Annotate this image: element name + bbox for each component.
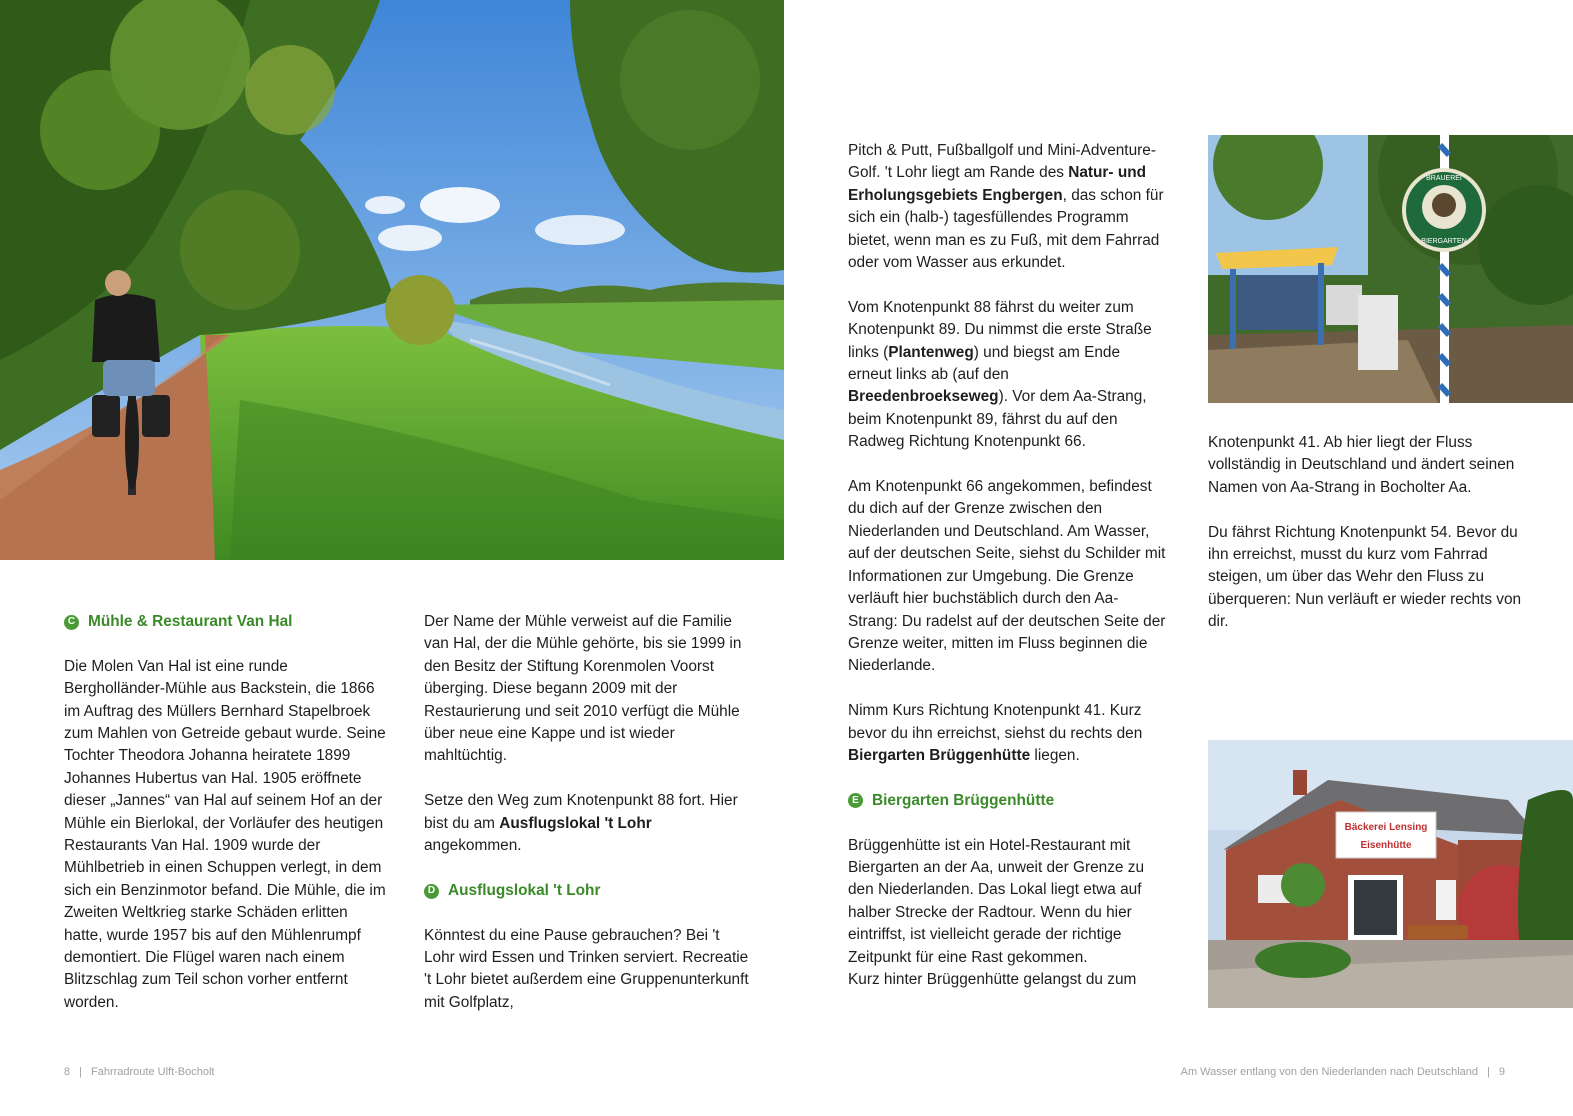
section-d-title: Ausflugslokal 't Lohr [448, 881, 601, 899]
bakery-photo [1208, 740, 1573, 1008]
right-page-number: 9 [1498, 1066, 1505, 1078]
section-d-heading [424, 880, 749, 902]
bakery-sign-line2: Eisenhütte [1360, 840, 1412, 851]
left-column-1 [64, 611, 389, 1014]
section-e-continuation: Kurz hinter Brüggenhütte gelangst du zum [848, 970, 1137, 988]
left-footer [64, 1065, 214, 1079]
bakery-sign-line1: Bäckerei Lensing [1344, 822, 1428, 833]
section-d-paragraph: Könntest du eine Pause gebrauchen? Bei 't Lohr wird Essen und Trinken serviert. Recreatie 't Lohr bietet außerdem eine Gruppenunterkunft mit Golfplatz, [424, 926, 749, 1011]
cycling-path-photo [0, 0, 784, 560]
section-e-paragraph: Brüggenhütte ist ein Hotel-Restaurant mit Biergarten an der Aa, unweit der Grenze zu den Niederlanden. Das Lokal liegt etwa auf halber Strecke der Radtour. Wenn du hier eintriffst, ist vielleicht gerade der richtige Zeitpunkt für eine Rast gekommen. [848, 836, 1145, 966]
section-d-marker: D [424, 884, 439, 899]
route-89-paragraph [848, 297, 1166, 454]
bold-place-name: Biergarten Brüggenhütte [848, 746, 1031, 764]
text-span: liegen. [1030, 746, 1080, 764]
bold-street-name: Breedenbroekseweg [848, 388, 999, 406]
left-footer-title: Fahrradroute Ulft-Bocholt [90, 1066, 215, 1078]
route-88-paragraph [424, 790, 749, 857]
knotenpunkt-41-paragraph: Knotenpunkt 41. Ab hier liegt der Fluss vollständig in Deutschland und ändert seinen Namen von Aa-Strang in Bocholter Aa. [1208, 434, 1515, 496]
right-column-2 [1208, 432, 1526, 634]
section-e-heading [848, 790, 1166, 812]
section-c-paragraph: Die Molen Van Hal ist eine runde Bergholländer-Mühle aus Backstein, die 1866 im Auftrag des Müllers Bernhard Stapelbroek zum Mahlen von Getreide gebaut wurde. Seine Tochter Theodora Johanna heiratete 1899 Johannes Hubertus van Hal. 1905 eröffnete dieser „Jannes“ van Hal auf seinem Hof an der Mühle ein Bierlokal, der Vorläufer des heutigen Restaurants Van Hal. 1909 wurde der Mühlbetrieb in einen Schuppen verlegt, in dem sich ein Benzinmotor befand. Die Mühle, die im Zweiten Weltkrieg starke Schäden erlitten hatte, wurde 1957 bis auf den Mühlenrumpf demontiert. Die Flügel waren nach einem Blitzschlag zum Teil schon vorher entfernt worden. [64, 657, 386, 1011]
right-column-1 [848, 140, 1166, 991]
section-c-title: Mühle & Restaurant Van Hal [88, 613, 293, 630]
section-e-marker: E [848, 793, 863, 808]
bold-place-name: Natur- und Erholungsgebiets Engbergen [848, 164, 1147, 204]
text-span: ). Vor dem Aa-Strang, beim Knotenpunkt 89, fährst du auf den Radweg Richtung Knotenpunkt 66. [848, 388, 1147, 451]
left-column-2 [424, 611, 749, 1014]
text-span: Vom Knotenpunkt 88 fährst du weiter zum Knotenpunkt 89. Du nimmst die erste Straße links ( [848, 298, 1152, 361]
text-span: Setze den Weg zum Knotenpunkt 88 fort. Hier bist du am [424, 792, 738, 832]
left-page-number: 8 [64, 1066, 71, 1078]
bold-place-name: Ausflugslokal 't Lohr [499, 814, 652, 832]
bold-street-name: Plantenweg [888, 343, 974, 361]
biergarten-photo [1208, 135, 1573, 403]
border-paragraph: Am Knotenpunkt 66 angekommen, befindest du dich auf der Grenze zwischen den Niederlanden und Deutschland. Am Wasser, auf der deutschen Seite, siehst du Schilder mit Informationen zur Umgebung. Die Grenze verläuft hier buchstäblich durch den Aa-Strang: Du radelst auf der deutschen Seite der Grenze weiter, mitten im Fluss beginnen die Niederlande. [848, 478, 1166, 675]
text-span: Pitch & Putt, Fußballgolf und Mini-Adventure-Golf. 't Lohr liegt am Rande des [848, 142, 1156, 182]
engbergen-paragraph [848, 140, 1166, 274]
right-footer [1181, 1065, 1505, 1079]
biergarten-sign-top: BRAUEREI [1426, 175, 1462, 182]
section-e-title: Biergarten Brüggenhütte [872, 791, 1055, 809]
mill-name-paragraph: Der Name der Mühle verweist auf die Familie van Hal, der die Mühle gehörte, bis sie 1999 in den Besitz der Stiftung Korenmolen Voorst überging. Diese begann 2009 mit der Restaurierung und seit 2010 verfügt die Mühle über neue eine Kappe und ist wieder mahltüchtig. [424, 613, 742, 765]
right-footer-title: Am Wasser entlang von den Niederlanden nach Deutschland [1180, 1066, 1479, 1078]
biergarten-sign-bottom: BIERGARTEN [1421, 238, 1467, 245]
section-c-heading [64, 611, 389, 633]
route-41-paragraph [848, 700, 1166, 767]
text-span: angekommen. [424, 837, 522, 855]
footer-separator: | [1487, 1066, 1490, 1078]
text-span: ) und biegst am Ende erneut links ab (auf den [848, 343, 1121, 384]
text-span: , das schon für sich ein (halb-) tagesfüllendes Programm bietet, wenn man es zu Fuß, mit dem Fahrrad oder vom Wasser aus erkundet. [848, 186, 1164, 272]
text-span: Nimm Kurs Richtung Knotenpunkt 41. Kurz bevor du ihn erreichst, siehst du rechts den [848, 702, 1143, 742]
footer-separator: | [79, 1066, 82, 1078]
section-c-marker: C [64, 615, 79, 630]
knotenpunkt-54-paragraph: Du fährst Richtung Knotenpunkt 54. Bevor du ihn erreichst, musst du kurz vom Fahrrad steigen, um über das Wehr den Fluss zu überqueren: Nun verläuft er wieder rechts von dir. [1208, 523, 1522, 631]
